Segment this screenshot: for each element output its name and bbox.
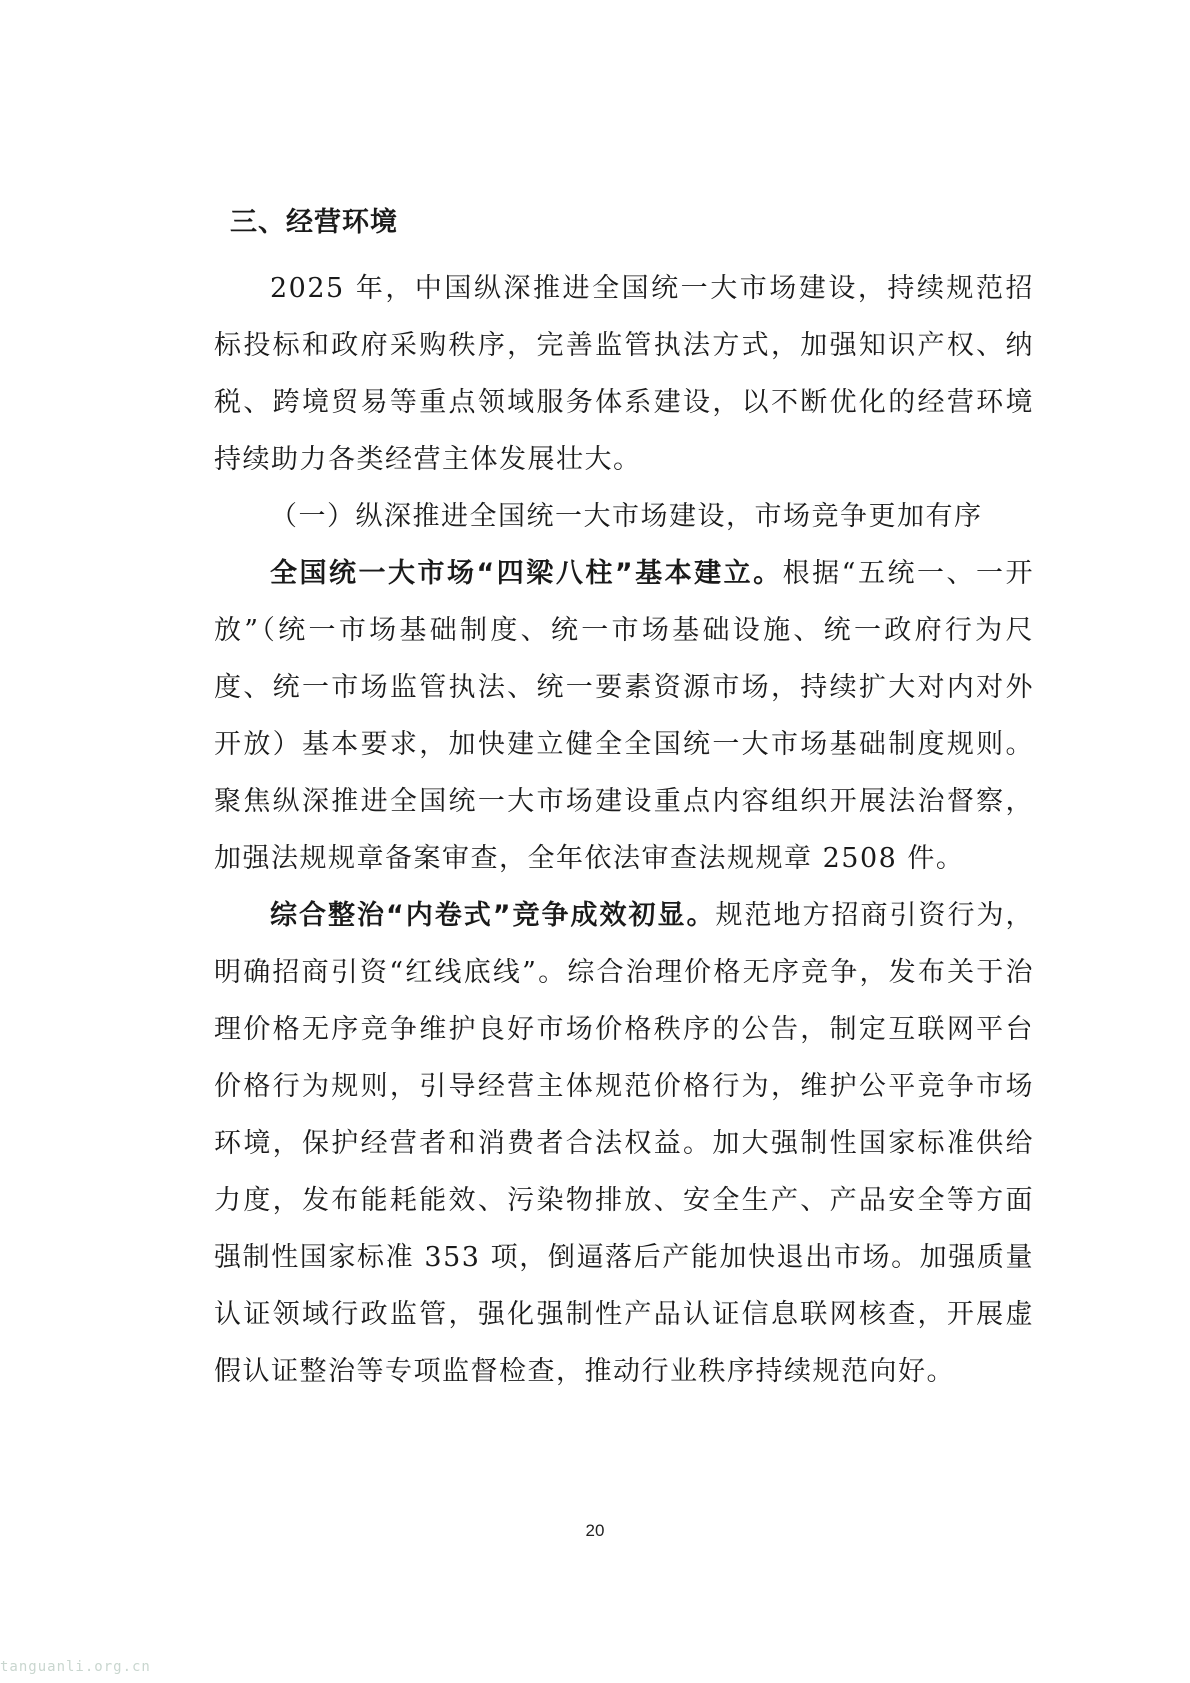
- page-content: [214, 208, 1034, 1400]
- subsection-heading: （一）纵深推进全国统一大市场建设，市场竞争更加有序: [270, 501, 983, 532]
- paragraph-involution-competition-lead: 综合整治“内卷式”竞争成效初显。: [270, 900, 716, 931]
- paragraph-unified-market-body: 根据“五统一、一开放”（统一市场基础制度、统一市场基础设施、统一政府行为尺度、统一市场监管执法、统一要素资源市场，持续扩大对内对外开放）基本要求，加快建立健全全国统一大市场基础制度规则。聚焦纵深推进全国统一大市场建设重点内容组织开展法治督察，加强法规规章备案审查，全年依法审查法规规章 2508 件。: [214, 558, 1034, 874]
- paragraph-involution-competition: [214, 887, 1034, 1400]
- watermark: tanguanli.org.cn: [0, 1659, 151, 1675]
- paragraph-unified-market-lead: 全国统一大市场“四梁八柱”基本建立。: [270, 558, 783, 589]
- section-heading: 三、经营环境: [230, 207, 398, 238]
- page-number: 20: [585, 1521, 605, 1540]
- intro-paragraph: 2025 年，中国纵深推进全国统一大市场建设，持续规范招标投标和政府采购秩序，完善监管执法方式，加强知识产权、纳税、跨境贸易等重点领域服务体系建设，以不断优化的经营环境持续助力各类经营主体发展壮大。: [214, 273, 1034, 475]
- paragraph-involution-competition-body: 规范地方招商引资行为，明确招商引资“红线底线”。综合治理价格无序竞争，发布关于治理价格无序竞争维护良好市场价格秩序的公告，制定互联网平台价格行为规则，引导经营主体规范价格行为，维护公平竞争市场环境，保护经营者和消费者合法权益。加大强制性国家标准供给力度，发布能耗能效、污染物排放、安全生产、产品安全等方面强制性国家标准 353 项，倒逼落后产能加快退出市场。加强质量认证领域行政监管，强化强制性产品认证信息联网核查，开展虚假认证整治等专项监督检查，推动行业秩序持续规范向好。: [214, 900, 1034, 1387]
- paragraph-unified-market: [214, 545, 1034, 887]
